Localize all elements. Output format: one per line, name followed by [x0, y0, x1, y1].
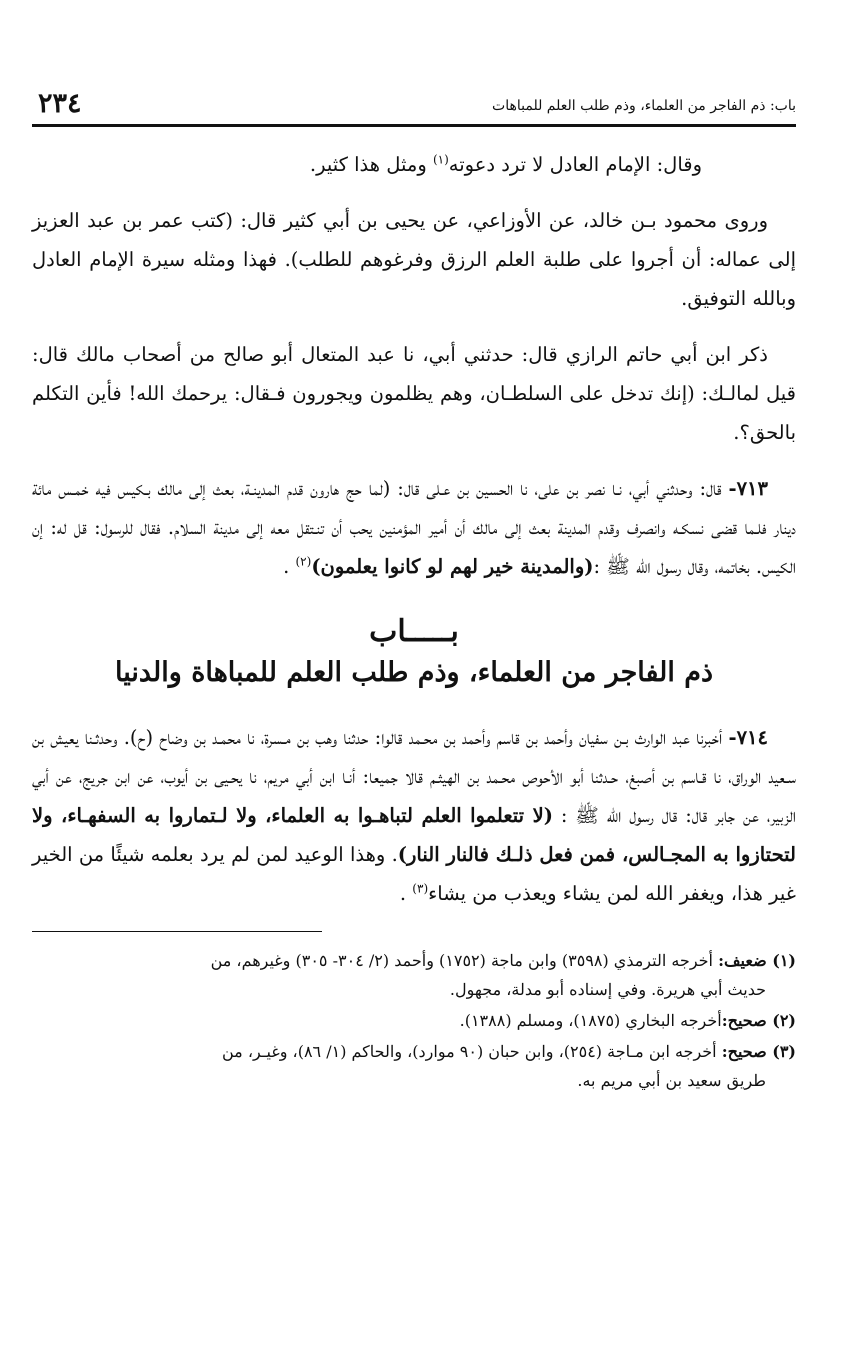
paragraph-2: وروى محمود بـن خالد، عن الأوزاعي، عن يحيى بن أبي كثير قال: (كتب عمر بن عبد العزيز إلى عماله: أن أجروا على طلبة العلم الرزق وفرغوهم للطلب). فهذا ومثله سيرة الإمام العادل وبالله التوفيق.: [32, 209, 796, 310]
paragraph-714: [32, 718, 796, 913]
hadith-number-714: ٧١٤-: [728, 726, 768, 749]
running-title: باب: ذم الفاجر من العلماء، وذم طلب العلم للمباهات: [492, 98, 796, 114]
header-rule: [32, 124, 796, 127]
page-header: [32, 84, 796, 124]
paragraph-1-text: وقال: الإمام العادل لا ترد دعوته: [448, 153, 702, 176]
footnote-3-continuation: طريق سعيد بن أبي مريم به.: [577, 1071, 766, 1090]
footnote-3: [32, 1037, 796, 1095]
footnote-3-label: (٣) صحيح:: [721, 1042, 796, 1061]
paragraph-714-end: . وهذا الوعيد لمن لم يرد بعلمه شيئًا من الخير غير هذا، ويغفر الله لمن يشاء ويعذب من يشاء: [32, 843, 796, 905]
paragraph-714-text: أخبرنا عبد الوارث بـن سفيان وأحمد بن قاسم وأحمد بن محـمد قالوا: حدثنا وهب بن مـسرة، نا محمـد بن وضاح (ح). وحدثـنا يعيش بن سـعيد الوراق، نا قـاسم بن أصبغ، حـدثنا أبو الأحوص محـمد بن الهيثـم قالا جميعا: أنـا ابن أبي مريم، نا يحـيى بن أيوب، عن ابن جريج، عن أبي الزبير، عن جابر قال: قال رسول الله ﷺ :: [32, 726, 797, 827]
paragraph-714-tail: .: [399, 882, 413, 905]
footnote-ref-1: (١): [432, 152, 449, 167]
footnote-ref-3: (٣): [412, 881, 429, 896]
chapter-heading-word: بـــــاب: [369, 614, 459, 649]
book-page: [32, 84, 796, 1344]
footnote-2-text: أخرجه البخاري (١٨٧٥)، ومسلم (١٣٨٨).: [459, 1011, 722, 1030]
paragraph-714-quote: (لا تتعلموا العلم لتباهـوا به العلماء، ولا لـتماروا به السفهـاء، ولا لتحتازوا به المجـالس، فمن فعل ذلـك فالنار النار): [32, 804, 796, 866]
footnote-3-text: أخرجه ابن مـاجة (٢٥٤)، وابن حبان (٩٠ موارد)، والحاكم (١/ ٨٦)، وغيـر، من: [222, 1042, 722, 1061]
hadith-number-713: ٧١٣-: [728, 477, 768, 500]
paragraph-713: [32, 469, 796, 586]
paragraph-3: ذكر ابن أبي حاتم الرازي قال: حدثني أبي، نا عبد المتعال أبو صالح من أصحاب مالك قال: قيل لمالـك: (إنك تدخل على السلطـان، وهم يظلمون ويجورون فـقال: يرحمك الله! فأين التكلم بالحق؟.: [32, 343, 796, 444]
paragraph-713-text: قال: وحدثني أبي، نـا نصر بن على، نا الحسين بن عـلى قال: (لما حج هارون قدم المدينـة، بعث إلى مالك بـكيس فيه خمـس مائة دينار فلـما قضى نسكـه وانصرف وقدم المدينة بعث إلى مالك أن أمير المؤمنين يحب أن تنـتقل معه إلى مدينة السلام. فقال للرسول: قل له: إن الكيس. بخاتمه، وقال رسول الله ﷺ :: [32, 477, 796, 578]
chapter-title: ذم الفاجر من العلماء، وذم طلب العلم للمباهاة والدنيا: [114, 657, 714, 688]
footnote-2-label: (٢) صحيح:: [721, 1011, 796, 1030]
footnote-2: [32, 1006, 796, 1035]
footnote-1-label: (١) ضعيف:: [718, 951, 796, 970]
paragraph-1-end: ومثل هذا كثير.: [309, 153, 433, 176]
footnote-ref-2: (٢): [295, 554, 312, 569]
body-text: [32, 145, 796, 1095]
footnote-1-continuation: حديث أبي هريرة. وفي إسناده أبو مدلة، مجهول.: [449, 980, 766, 999]
paragraph-1: [32, 145, 796, 184]
footnote-rule: [32, 931, 322, 932]
paragraph-713-quote: (والمدينة خير لهم لو كانوا يعلمون): [311, 555, 594, 578]
paragraph-713-end: .: [283, 555, 296, 578]
footnote-1: [32, 946, 796, 1004]
footnote-1-text: أخرجه الترمذي (٣٥٩٨) وابن ماجة (١٧٥٢) وأحمد (٢/ ٣٠٤- ٣٠٥) وغيرهم، من: [210, 951, 719, 970]
page-number: ٢٣٤: [38, 88, 82, 119]
